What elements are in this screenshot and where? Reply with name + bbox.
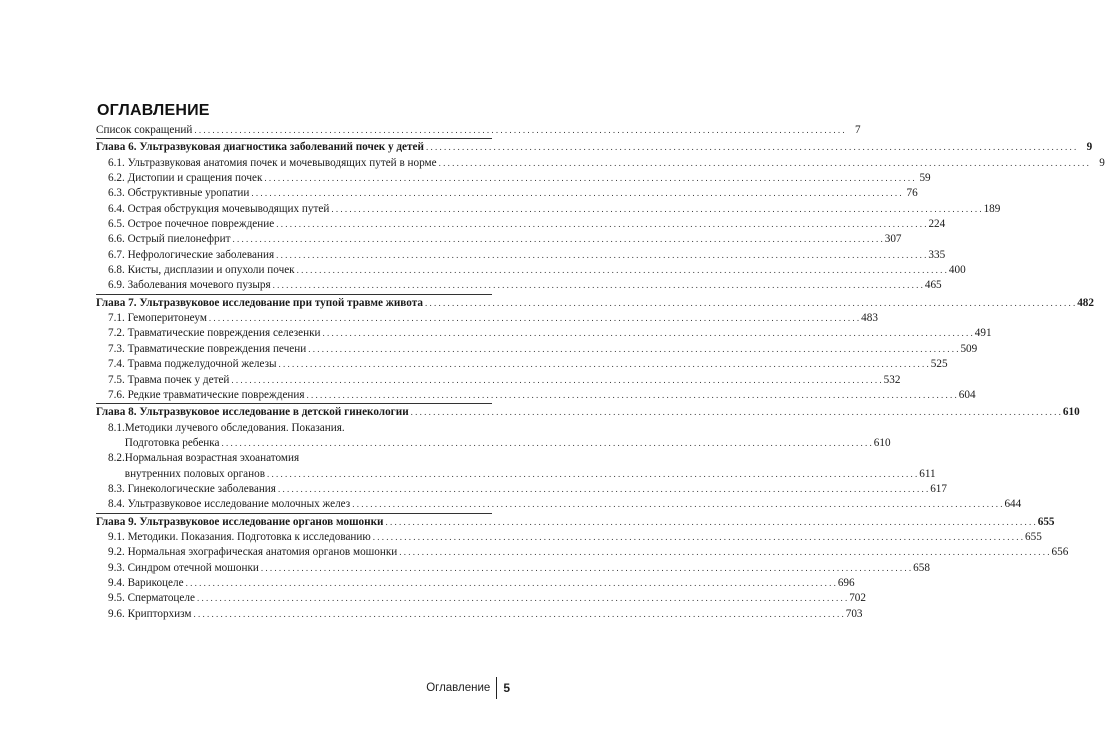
- toc-page-number: 655: [1037, 515, 1055, 528]
- toc-entry-label: 9.6. Крипторхизм: [108, 607, 192, 620]
- toc-entry[interactable]: [96, 202, 1001, 217]
- toc-entry[interactable]: [96, 388, 976, 403]
- toc-entry[interactable]: [96, 171, 931, 186]
- toc-chapter-8[interactable]: [96, 403, 1080, 420]
- toc-entry[interactable]: [96, 342, 978, 357]
- toc-chapter-label: Глава 8. Ультразвуковое исследование в детской гинекологии: [96, 406, 409, 419]
- toc-page-number: 483: [861, 312, 878, 325]
- toc-page-number: 696: [837, 576, 855, 589]
- toc-entry-label: 6.5. Острое почечное повреждение: [108, 218, 275, 231]
- toc-page-number: 604: [958, 388, 976, 401]
- toc-entry[interactable]: [96, 357, 948, 372]
- toc-entry-label: Список сокращений: [96, 124, 193, 136]
- toc-entry[interactable]: [96, 186, 918, 201]
- toc-entry[interactable]: [96, 591, 866, 606]
- toc-chapter-9[interactable]: [96, 513, 1055, 530]
- toc-entry[interactable]: [96, 482, 947, 497]
- toc-page-number: 491: [974, 327, 992, 340]
- toc-entry[interactable]: [96, 561, 930, 576]
- toc-page-number: 9: [1099, 156, 1105, 169]
- toc-entry-label: 6.6. Острый пиелонефрит: [108, 233, 231, 246]
- toc-entry-label: 6.3. Обструктивные уропатии: [108, 187, 250, 200]
- toc-entry-label: 7.5. Травма почек у детей: [108, 373, 230, 386]
- toc-page-number: 702: [849, 592, 866, 605]
- toc-page-number: 189: [983, 202, 1001, 215]
- toc-entry-label: 6.2. Дистопии и сращения почек: [108, 172, 263, 185]
- toc-page-number: 610: [1062, 406, 1080, 419]
- toc-page-number: 610: [873, 436, 891, 449]
- toc-chapter-label: Глава 9. Ультразвуковое исследование органов мошонки: [96, 515, 384, 528]
- toc-entry[interactable]: [96, 607, 863, 622]
- toc-page-number: 703: [845, 607, 863, 620]
- toc-entry[interactable]: [96, 217, 946, 232]
- toc-entry[interactable]: [96, 497, 1022, 512]
- toc-page-number: 482: [1077, 296, 1094, 309]
- toc-entry[interactable]: [96, 248, 946, 263]
- page-title: ОГЛАВЛЕНИЕ: [97, 102, 210, 119]
- toc-chapter-label: Глава 6. Ультразвуковая диагностика заболеваний почек у детей: [96, 141, 424, 154]
- toc-page-number: 611: [919, 467, 936, 480]
- toc-entry-label: 6.1. Ультразвуковая анатомия почек и мочевыводящих путей в норме: [108, 156, 437, 169]
- toc-page-number: 9: [1086, 141, 1093, 154]
- toc-entry-number: 8.2.: [108, 452, 125, 465]
- toc-entry-label: 7.2. Травматические повреждения селезенки: [108, 327, 321, 340]
- table-of-contents: [96, 123, 1105, 622]
- toc-entry-label: 6.4. Острая обструкция мочевыводящих путей: [108, 202, 330, 215]
- toc-entry[interactable]: [96, 326, 992, 341]
- page-footer: [426, 677, 510, 699]
- footer-divider: [496, 677, 497, 699]
- toc-entry-label: 9.2. Нормальная эхографическая анатомия органов мошонки: [108, 546, 398, 559]
- toc-page-number: 617: [930, 482, 947, 495]
- toc-page-number: 335: [928, 248, 946, 261]
- toc-entry-label: 9.1. Методики. Показания. Подготовка к исследованию: [108, 530, 371, 543]
- toc-entry[interactable]: [96, 232, 902, 247]
- toc-page-number: 465: [924, 279, 942, 292]
- toc-page-number: 7: [854, 124, 861, 136]
- toc-entry-number: 8.1.: [108, 421, 125, 434]
- toc-page-number: 656: [1051, 546, 1069, 559]
- toc-page-number: 509: [960, 342, 978, 355]
- toc-entry[interactable]: [96, 451, 936, 482]
- toc-entry-label: 7.1. Гемоперитонеум: [108, 312, 207, 325]
- toc-entry-label: 9.4. Варикоцеле: [108, 576, 184, 589]
- toc-entry-label: внутренних половых органов: [124, 467, 265, 480]
- toc-page-number: 59: [919, 172, 931, 185]
- toc-entry-label: 9.3. Синдром отечной мошонки: [108, 561, 259, 574]
- toc-entry-label: 8.4. Ультразвуковое исследование молочных желез: [108, 498, 351, 511]
- toc-entry[interactable]: [96, 263, 966, 278]
- toc-entry[interactable]: [96, 156, 1105, 171]
- toc-chapter-label: Глава 7. Ультразвуковое исследование при тупой травме живота: [96, 296, 423, 309]
- toc-entry-label: 6.8. Кисты, дисплазии и опухоли почек: [108, 264, 295, 277]
- toc-page-number: 400: [948, 264, 966, 277]
- toc-entry[interactable]: [96, 278, 942, 293]
- toc-chapter-7[interactable]: [96, 294, 1094, 311]
- toc-entry-label: 6.7. Нефрологические заболевания: [108, 248, 275, 261]
- toc-page-number: 525: [930, 358, 948, 371]
- toc-entry[interactable]: [96, 311, 878, 326]
- toc-page-number: 307: [884, 233, 902, 246]
- toc-page-number: 76: [906, 187, 918, 200]
- page-number: 5: [503, 681, 510, 695]
- toc-entry-label: 7.6. Редкие травматические повреждения: [108, 388, 305, 401]
- toc-entry[interactable]: [96, 530, 1042, 545]
- toc-chapter-6[interactable]: [96, 138, 1093, 155]
- toc-entry-label: Подготовка ребенка: [124, 436, 220, 449]
- toc-entry-label: 7.3. Травматические повреждения печени: [108, 342, 307, 355]
- toc-entry-label-line1: Методики лучевого обследования. Показания.: [124, 421, 345, 434]
- toc-entry[interactable]: [96, 576, 855, 591]
- toc-entry[interactable]: [96, 373, 901, 388]
- toc-entry-label: 9.5. Сперматоцеле: [108, 592, 195, 605]
- running-header: Оглавление: [426, 682, 491, 694]
- toc-entry-label: 6.9. Заболевания мочевого пузыря: [108, 279, 271, 292]
- toc-entry[interactable]: [96, 545, 1069, 560]
- toc-entry-label-line1: Нормальная возрастная эхоанатомия: [124, 452, 300, 465]
- toc-page-number: 532: [883, 373, 901, 386]
- toc-page-number: 224: [928, 218, 946, 231]
- toc-page-number: 655: [1025, 530, 1042, 543]
- toc-entry-label: 7.4. Травма поджелудочной железы: [108, 358, 277, 371]
- toc-entry[interactable]: [96, 421, 891, 452]
- toc-page-number: 658: [913, 561, 930, 574]
- toc-page-number: 644: [1004, 498, 1022, 511]
- toc-entry-abbreviations[interactable]: [96, 123, 861, 138]
- toc-entry-label: 8.3. Гинекологические заболевания: [108, 482, 276, 495]
